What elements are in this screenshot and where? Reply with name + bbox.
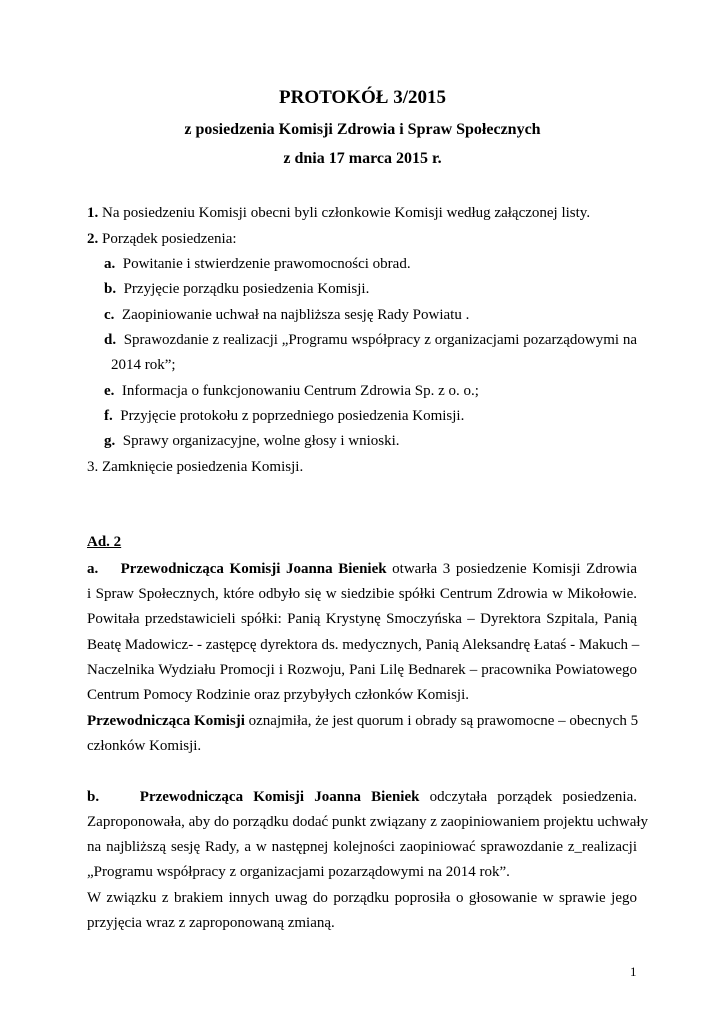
document-date: z dnia 17 marca 2015 r. <box>283 150 442 167</box>
section-heading-ad2: Ad. 2 <box>87 534 122 550</box>
ad2-a-line-4: Beatę Madowicz- - zastępcę dyrektora ds. medycznych, Panią Aleksandrę Łataś - Makuch – <box>87 637 640 653</box>
ad2-a-line-1: a. Przewodnicząca Komisji Joanna Bieniek otwarła 3 posiedzenie Komisji Zdrowia <box>87 561 637 577</box>
agenda-subitem-d-continuation: 2014 rok”; <box>111 357 176 373</box>
ad2-b-line-2: Zaproponowała, aby do porządku dodać punkt związany z zaopiniowaniem projektu uchwały <box>87 814 649 830</box>
agenda-item-3: 3. Zamknięcie posiedzenia Komisji. <box>87 459 304 475</box>
agenda-subitem-b: b. Przyjęcie porządku posiedzenia Komisji. <box>104 281 370 297</box>
ad2-b-line-3: na najbliższą sesję Rady, a w następnej kolejności zaopiniować sprawozdanie z_realizacji <box>87 839 637 855</box>
ad2-b-line-1: b. Przewodnicząca Komisji Joanna Bieniek odczytała porządek posiedzenia. <box>87 789 637 805</box>
agenda-subitem-a: a. Powitanie i stwierdzenie prawomocności obrad. <box>104 256 411 272</box>
agenda-subitem-d: d. Sprawozdanie z realizacji „Programu współpracy z organizacjami pozarządowymi na <box>104 332 638 348</box>
ad2-a-line-5: Naczelnika Wydziału Promocji i Rozwoju, Pani Lilę Bednarek – pracownika Powiatowego <box>87 662 637 678</box>
ad2-a-line-3: Powitała przedstawicieli spółki: Panią Krystynę Smoczyńska – Dyrektora Szpitala, Panią <box>87 611 637 627</box>
agenda-subitem-e: e. Informacja o funkcjonowaniu Centrum Zdrowia Sp. z o. o.; <box>104 383 479 399</box>
document-title: PROTOKÓŁ 3/2015 <box>279 87 446 108</box>
page-number: 1 <box>630 964 637 979</box>
ad2-quorum-line-2: członków Komisji. <box>87 738 202 754</box>
ad2-b-line-4: „Programu współpracy z organizacjami pozarządowymi na 2014 rok”. <box>87 864 510 880</box>
ad2-a-line-6: Centrum Pomocy Rodzinie oraz przybyłych członków Komisji. <box>87 687 470 703</box>
agenda-subitem-f: f. Przyjęcie protokołu z poprzedniego posiedzenia Komisji. <box>104 408 465 424</box>
agenda-item-2: 2. Porządek posiedzenia: <box>87 231 237 247</box>
document-subtitle: z posiedzenia Komisji Zdrowia i Spraw Społecznych <box>184 121 541 138</box>
ad2-b-line-5: W związku z brakiem innych uwag do porządku poprosiła o głosowanie w sprawie jego <box>87 890 637 906</box>
ad2-quorum-line-1: Przewodnicząca Komisji oznajmiła, że jest quorum i obrady są prawomocne – obecnych 5 <box>87 713 639 729</box>
ad2-b-line-6: przyjęcia wraz z zaproponowaną zmianą. <box>87 915 335 931</box>
agenda-item-1: 1. Na posiedzeniu Komisji obecni byli członkowie Komisji według załączonej listy. <box>87 205 591 221</box>
ad2-a-line-2: i Spraw Społecznych, które odbyło się w siedzibie spółki Centrum Zdrowia w Mikołowie. <box>87 586 637 602</box>
agenda-subitem-g: g. Sprawy organizacyjne, wolne głosy i wnioski. <box>104 433 400 449</box>
agenda-subitem-c: c. Zaopiniowanie uchwał na najbliższa sesję Rady Powiatu . <box>104 307 470 323</box>
